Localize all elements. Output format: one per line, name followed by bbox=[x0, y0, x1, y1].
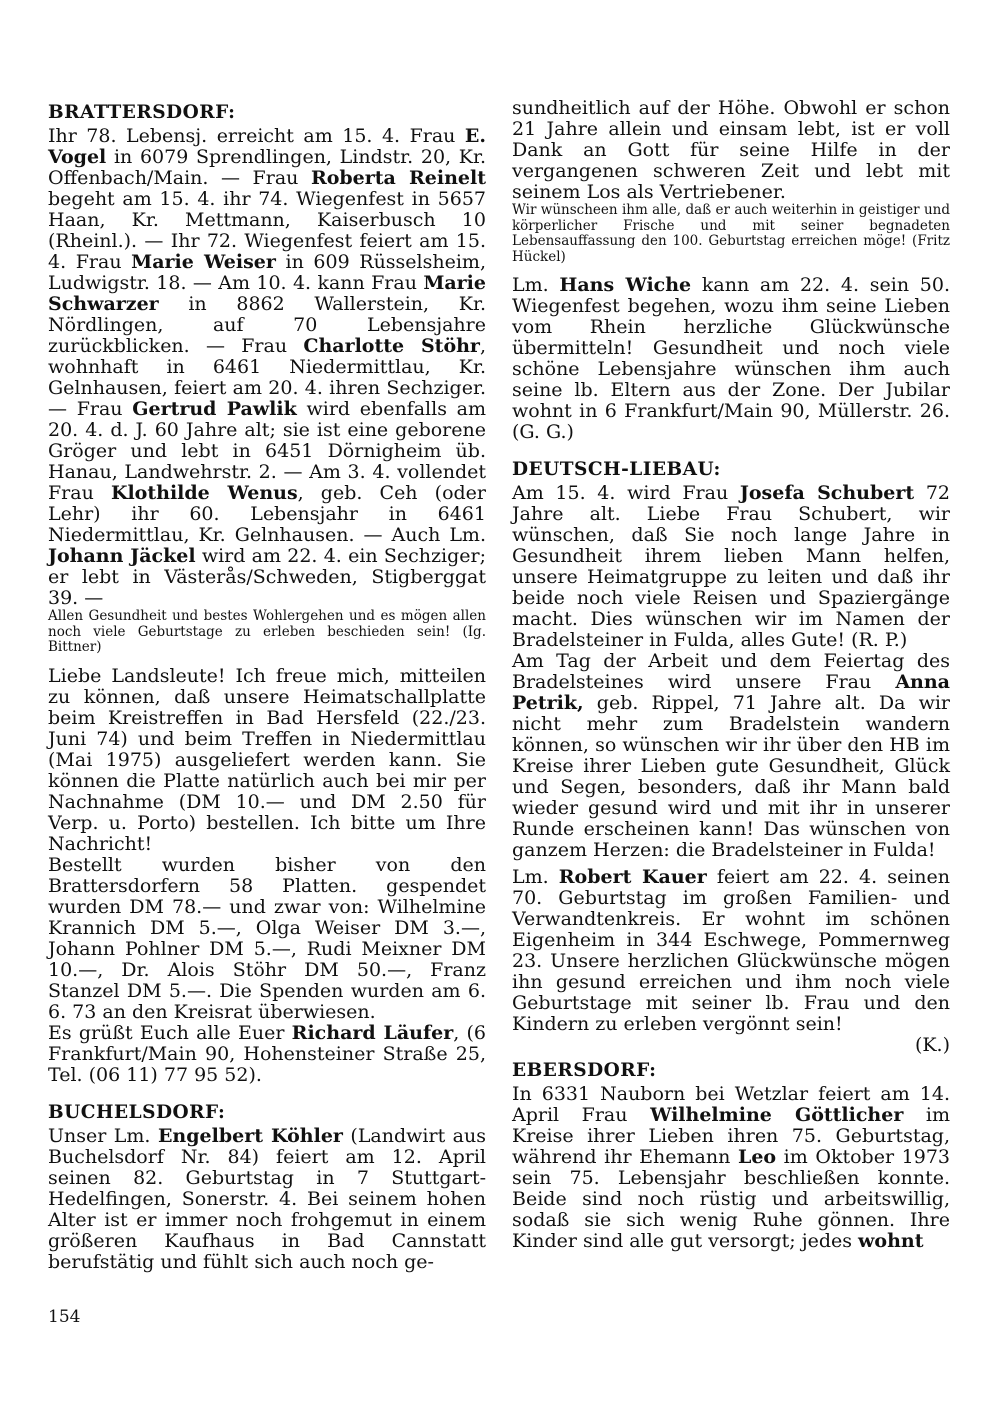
text-run: feiert am 22. 4. seinen 70. Geburtstag im großen Familien- und Verwandtenkreis. Er wohnt im schönen Eigenheim in 344 Eschwege, Pommernweg 23. Unsere herzlichen Glückwünsche mögen ihn gesund erreichen und ihm noch viele Geburtstage mit seiner lb. Frau und den Kindern zu erleben vergönnt sein! bbox=[512, 866, 950, 1035]
signature-initials: (K.) bbox=[914, 1034, 950, 1056]
text-run: sundheitlich auf der Höhe. Obwohl er schon 21 Jahre allein und einsam lebt, ist er voll Dank an Gott für seine Hilfe in der vergangenen schweren Zeit und lebt mit seinem Los als Vertriebener. bbox=[512, 97, 950, 203]
bold-name: Anna Petrik, bbox=[512, 671, 950, 714]
spacer bbox=[512, 443, 950, 455]
text-run: in 8862 Wallerstein, Kr. Nördlingen, auf 70 Lebensjahre zurückblicken. — Frau bbox=[48, 293, 486, 357]
text-run: geb. Rippel, 71 Jahre alt. Da wir nicht mehr zum Bradelstein wandern können, so wünschen wir ihr über den HB im Kreise ihrer Lieben gute Gesundheit, Glück und Segen, besonders, daß ihr Mann bald wieder gesund wird und mit ihr in unserer Runde erscheinen kann! Das wünschen von ganzem Herzen: die Bradelsteiner in Fulda! bbox=[512, 692, 950, 861]
small-print-note: Wir wünscheen ihm alle, daß er auch weiterhin in geistiger und körperlicher Frische und mit seiner begnadeten Lebensauffassung den 100. Geburtstag erreichen möge! (Fritz Hückel) bbox=[512, 202, 950, 265]
bold-name: Roberta Reinelt bbox=[310, 167, 486, 189]
text-run: Lm. bbox=[512, 274, 560, 296]
bold-name: Marie Weiser bbox=[131, 251, 276, 273]
text-run: im Oktober 1973 sein 75. Lebensjahr beschließen konnte. Beide sind noch rüstig und arbeitswillig, sodaß sie sich wenig Ruhe gönnen. Ihre Kinder sind alle gut versorgt; jedes bbox=[512, 1146, 951, 1252]
small-print-note: Allen Gesundheit und bestes Wohlergehen und es mögen allen noch viele Geburtstage zu erleben beschieden sein! (Ig. Bittner) bbox=[48, 608, 486, 655]
bold-name: Johann Jäckel bbox=[48, 545, 196, 567]
section-heading: DEUTSCH-LIEBAU: bbox=[512, 459, 721, 480]
paragraph bbox=[48, 1126, 486, 1273]
text-run: begeht am 15. 4. ihr 74. Wiegenfest in 5657 Haan, Kr. Mettmann, Kaiserbusch 10 (Rheinl.). — Ihr 72. Wiegenfest feiert am 15. 4. Frau bbox=[48, 188, 486, 273]
paragraph bbox=[48, 855, 486, 1023]
paragraph bbox=[512, 275, 950, 443]
paragraph bbox=[512, 867, 950, 1035]
bold-name: Richard Läufer bbox=[291, 1021, 454, 1044]
bold-name: Charlotte Stöhr bbox=[303, 335, 480, 357]
text-run: Unser Lm. bbox=[48, 1124, 158, 1147]
paragraph bbox=[48, 1023, 486, 1086]
text-run: Am Tag der Arbeit und dem Feiertag des Bradelsteines wird unsere Frau bbox=[512, 650, 950, 693]
text-run: , (6 Frankfurt/Main 90, Hohensteiner Straße 25, Tel. (06 11) 77 95 52). bbox=[48, 1021, 486, 1086]
paragraph bbox=[48, 126, 486, 609]
bold-name: wohnt bbox=[858, 1230, 924, 1252]
paragraph bbox=[512, 651, 950, 861]
paragraph bbox=[48, 666, 486, 855]
text-run: in 609 Rüsselsheim, Ludwigstr. 18. — Am 10. 4. kann Frau bbox=[48, 251, 486, 294]
text-run: 72 Jahre alt. Liebe Frau Schubert, wir wünschen, daß Sie noch lange Jahre in Gesundheit ihrem lieben Mann helfen, unsere Heimatgruppe zu leiten und daß ihr beide noch viele Reisen und Spaziergänge macht. Dies wünschen wir im Namen der Bradelsteiner in Fulda, alles Gute! (R. P.) bbox=[512, 482, 951, 651]
text-run: Liebe Landsleute! Ich freue mich, mitteilen zu können, daß unsere Heimatschallplatte beim Kreistreffen in Bad Hersfeld (22./23. Juni 74) und beim Treffen in Niedermittlau (Mai 1975) ausgeliefert werden kann. Sie können die Platte natürlich auch bei mir per Nachnahme (DM 10.— und DM 2.50 für Verp. u. Porto) bestellen. Ich bitte um Ihre Nachricht! bbox=[48, 664, 486, 855]
paragraph bbox=[512, 1084, 950, 1252]
bold-name: Leo bbox=[737, 1146, 777, 1168]
bold-name: Engelbert Köhler bbox=[157, 1124, 343, 1147]
text-run: Es grüßt Euch alle Euer bbox=[48, 1021, 292, 1044]
page-number: 154 bbox=[48, 1307, 81, 1327]
text-run: im Kreise ihrer Lieben ihren 75. Geburtstag, während ihr Ehemann bbox=[512, 1104, 950, 1168]
left-column bbox=[48, 98, 486, 1273]
text-run: in 6079 Sprendlingen, Lindstr. 20, Kr. Offenbach/Main. — Frau bbox=[48, 146, 486, 189]
section-heading: EBERSDORF: bbox=[512, 1060, 657, 1081]
text-run: wird ebenfalls am 20. 4. d. J. 60 Jahre alt; sie ist eine geborene Gröger und lebt in 6451 Dörnigheim üb. Hanau, Landwehrstr. 2. — Am 3. 4. vollendet Frau bbox=[48, 398, 486, 504]
section-heading: BUCHELSDORF: bbox=[48, 1101, 226, 1123]
text-run: Ihr 78. Lebensj. erreicht am 15. 4. Frau bbox=[48, 125, 465, 147]
bold-name: Klothilde Wenus bbox=[110, 482, 298, 504]
bold-name: Robert Kauer bbox=[558, 866, 707, 888]
text-run: Bestellt wurden bisher von den Brattersdorfern 58 Platten. gespendet wurden DM 78.— und zwar von: Wilhelmine Krannich DM 5.—, Olga Weiser DM 3.—, Johann Pohlner DM 5.—, Rudi Meixner DM 10.—, Dr. Alois Stöhr DM 50.—, Franz Stanzel DM 5.—. Die Spenden wurden am 6. 6. 73 an den Kreisrat überwiesen. bbox=[48, 853, 486, 1023]
bold-name: Josefa Schubert bbox=[739, 482, 915, 504]
bold-name: Gertrud Pawlik bbox=[132, 398, 297, 420]
bold-name: Hans Wiche bbox=[559, 274, 692, 296]
right-column bbox=[512, 98, 950, 1252]
text-run: Lm. bbox=[512, 866, 559, 888]
paragraph bbox=[512, 98, 950, 203]
text-run: Am 15. 4. wird Frau bbox=[512, 482, 740, 504]
bold-name: Marie Schwarzer bbox=[48, 272, 486, 315]
text-run: kann am 22. 4. sein 50. Wiegenfest begehen, wozu ihm seine Lieben vom Rhein herzliche Glückwünsche übermitteln! Gesundheit und noch viele schöne Lebensjahre wünschen ihm auch seine lb. Eltern aus der Zone. Der Jubilar wohnt in 6 Frankfurt/Main 90, Müllerstr. 26. (G. G.) bbox=[512, 274, 950, 443]
text-run: wird am 22. 4. ein Sechziger; er lebt in Västerås/Schweden, Stigberggat 39. — bbox=[48, 545, 486, 609]
text-run: , geb. Ceh (oder Lehr) ihr 60. Lebensjahr in 6461 Niedermittlau, Kr. Gelnhausen. — Auch Lm. bbox=[48, 482, 486, 546]
bold-name: Wilhelmine Göttlicher bbox=[650, 1104, 904, 1126]
spacer bbox=[48, 1086, 486, 1098]
paragraph bbox=[512, 483, 950, 651]
text-run: , wohnhaft in 6461 Niedermittlau, Kr. Gelnhausen, feiert am 20. 4. ihren Sechziger. — Frau bbox=[48, 335, 486, 420]
section-heading: BRATTERSDORF: bbox=[48, 102, 236, 123]
bold-name: E. Vogel bbox=[48, 125, 486, 168]
text-run: In 6331 Nauborn bei Wetzlar feiert am 14. April Frau bbox=[512, 1083, 950, 1126]
text-run: (Landwirt aus Buchelsdorf Nr. 84) feiert am 12. April seinen 82. Geburtstag in 7 Stuttgart-Hedelfingen, Sonerstr. 4. Bei seinem hohen Alter ist er immer noch frohgemut in einem größeren Kaufhaus in Bad Cannstatt berufstätig und fühlt sich auch noch ge- bbox=[48, 1124, 486, 1273]
